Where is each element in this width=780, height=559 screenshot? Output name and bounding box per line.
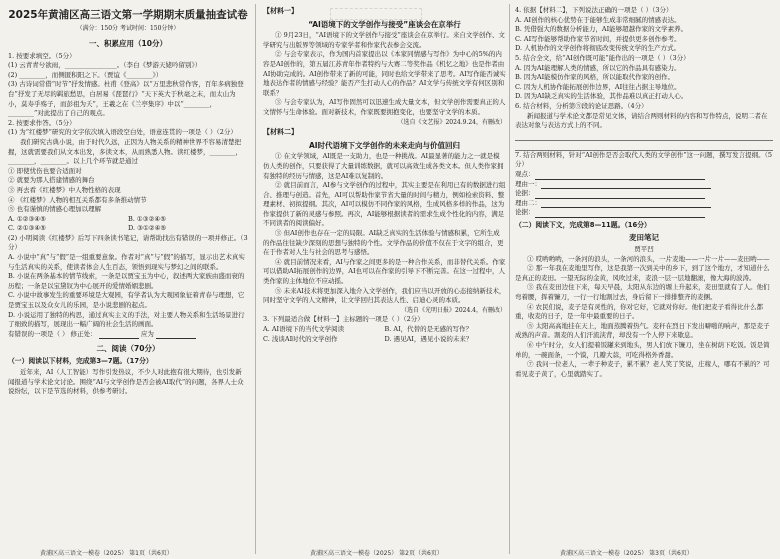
q5-option-d[interactable]: D. 因为AI缺乏真实的生活体验，其作品难以真正打动人心。	[515, 92, 688, 101]
reading-note-a: A. 小说中“真”与“假”是一组重要意象。作者对“真”与“假”的描写，显示出艺术真实与生活真实的关系，使读者体会人生百态，领悟到现实与梦幻之间的联系。	[8, 253, 245, 271]
q5-option-b[interactable]: B. 因为AI能模仿作家的风格，所以能取代作家的创作。	[515, 73, 675, 82]
q2-option: ④ 《红楼梦》人物的相互关系都有多条推动情节	[8, 195, 147, 204]
page-1-footer: 黄浦区高三语文一模卷（2025） 第1页（共6页）	[40, 550, 173, 557]
question-6: 6. 结合材料，分析第⑤段的论证思路。（4分）	[515, 101, 648, 110]
q2-option: ① 即使忧伤也要合适面对	[8, 166, 82, 175]
story-author: 贾平凹	[634, 245, 654, 254]
material-2-para: ③ 但AI创作也存在一定的局限。AI缺乏真实的生活体验与情感积累，它所生成的作品往往缺少深刻的思想与独特的个性。文学作品的价值不仅在于文字的组合，更在于作者对人生与社会的思考与感悟。	[263, 229, 504, 257]
column-divider	[509, 4, 510, 554]
story-para: ① 哎哟哟哟，一条河的浪头，一条河的浪头，一片麦地——一片一片——麦田哟——	[527, 254, 770, 263]
q3-options	[263, 325, 506, 344]
story-para: ⑤ 太阳高高地挂在天上，地面蒸腾着热气。麦秆在烈日下发出噼啪的响声，那是麦子成熟的声音。割麦的人们汗流浃背，却没有一个人停下来歇息。	[515, 321, 770, 340]
q7-field-label: 理由二：	[515, 198, 541, 207]
question-1: 1. 按要求填空。（5分）	[8, 51, 76, 60]
story-para: ⑥ 中午时分，女人们提着饭罐来到地头，男人们放下镰刀，坐在树荫下吃饭。饭是简单的，一碗面条，一个馍，几瓣大蒜，可吃得格外香甜。	[515, 341, 770, 359]
q5-option-a[interactable]: A. 因为AI能理解人类的情感，所以它的作品具有感染力。	[515, 63, 681, 72]
q3-option-c[interactable]: C. 浅谈AI时代的文学创作	[263, 334, 338, 343]
q4-option-d[interactable]: D. 人机协作的文学创作将彻底改变传统文学的生产方式。	[515, 44, 681, 53]
material-2-para: ⑤ 未来AI技术将更加深入地介入文学创作，我们应当以开放的心态接纳新技术，同时坚守文学的人文精神，让文学回归其表达人性、启迪心灵的本质。	[263, 286, 506, 305]
material-1-para: ③ 与会专家认为，AI写作固然可以迅速生成大量文本，但文学创作需要真正的人文情怀与生命体验。面对新技术，作家既要拥抱变化，也要坚守文学的本质。	[263, 98, 506, 116]
fix-line	[8, 330, 248, 340]
material-2-para: ④ 就目前情况来看，AI与作家之间更多的是一种合作关系，而非替代关系。作家可以借助AI拓展创作的边界，AI也可以在作家的引导下不断完善。在这一过程中，人类作家的主体地位不应动摇。	[263, 257, 506, 286]
story-para: ④ 农民们说，麦子是有灵性的，你对它好，它就对你好。他们把麦子看得比什么都重，收麦的日子，是一年中最重要的日子。	[515, 302, 764, 321]
q4-option-b[interactable]: B. 凭借强大的数据分析能力，AI能够超越作家的文学素养。	[515, 25, 688, 34]
question-2-1: (1) 为“红楼梦”研究的文字依次填入语段空白处，语意连贯的一项是（ ）（2分）	[8, 128, 237, 137]
question-2: 2. 按要求作答。（5分）	[8, 118, 76, 127]
reading-note-c: C. 小说中故事发生的重要环境是大观园，有学者认为大观园象征着青春与理想，它是贾宝玉以及众女儿的乐园，是小说悲剧的起点。	[8, 291, 245, 310]
question-1-1: (1) 云青青兮欲雨，________________。（李白《梦游天姥吟留别》）	[8, 61, 202, 70]
fix-label: 有错误的一项是（ ）	[8, 329, 69, 338]
question-6-text: 新闻报道与学术论文都是常见文体，请结合两则材料的内容和写作特点，说明二者在表达对象与表达方式上的不同。	[515, 111, 768, 130]
subsection-2: （二）阅读下文，完成第8—11题。（16分）	[515, 220, 651, 229]
section-reading: 二、阅读（70分）	[96, 344, 160, 354]
page-1-column	[8, 6, 248, 554]
q2-option: ③ 再去看《红楼梦》中人物性格的表现	[8, 185, 121, 194]
q3-option-b[interactable]: B. AI，代替的是无感的写作？	[384, 325, 473, 333]
question-5: 5. 结合全文，给“AI创作既可能”能作出的一项是（ ）（3分）	[515, 53, 690, 62]
reading-note-d: D. 小说运用了独特的构思，通过真实主义的手法，对主要人物关系和生活场景进行了细致的描写，展现出一幅广阔的社会生活的画面。	[8, 310, 245, 329]
material-1-para: ① 9月23日，“AI语境下的文学创作与接受”座谈会在京举行。来自文学创作、文学研究与出版界等领域的专家学者和作家代表参会交流。	[263, 31, 505, 49]
choice-a[interactable]: A. ①②③④⑤	[8, 214, 46, 223]
fix-word: 修正处：	[70, 329, 97, 338]
question-1-3: (3) 古诗词常借“时节”抒发情感。杜甫《登高》以“万里悲秋常作客，百年多病独登台”抒发了无尽的羁旅愁思，白居易《琵琶行》“天下英大于秋毫之末，而太山为小，莫寿乎殇子，而彭祖为夭”，王羲之在《兰亭集序》中以“________，________”对此提出了自己的观点。	[8, 80, 244, 118]
q7-field-blank[interactable]	[535, 172, 705, 180]
choice-c[interactable]: C. ②①③④⑤	[8, 224, 47, 233]
q7-field-blank[interactable]	[535, 191, 705, 199]
q4-option-c[interactable]: C. AI写作能够帮助作家节省时间，并提供更多创作参考。	[515, 34, 681, 43]
q5-option-c[interactable]: C. 因为人机协作能拓展创作边界，AI往往占据主导地位。	[515, 82, 681, 91]
q4-option-a[interactable]: A. AI创作的核心优势在于能够生成非常细腻的情感表达。	[515, 15, 681, 24]
material-intro: 近年来，AI（人工智能）写作引发热议，不少人对此抱有很大期待，也引发新闻报道与学术论文讨论。围绕“AI与文学创作是否会被AI取代”的问题，各界人士众说纷纭，以下是节选的材料，供参考研讨。	[8, 368, 244, 396]
q7-field-label: 观点：	[515, 169, 535, 178]
subsection-1: （一）阅读以下材料，完成第3—7题。（17分）	[8, 357, 153, 366]
answer-line[interactable]	[515, 141, 773, 151]
reading-note-b: B. 小说在两条基本的情节线索，一条是以贾宝玉为中心，叙述两大家族由盛而衰的历程；一条是以宝黛钗为中心展开的爱情婚姻悲剧。	[8, 272, 245, 290]
q7-field	[515, 170, 773, 180]
should-be: 应为	[140, 329, 154, 338]
q2-option: ⑤ 也有谨慎的情感心理加以理解	[8, 205, 102, 214]
page-3-column	[515, 6, 773, 554]
question-2-passage: 我们研究古典小说，由于时代久远，正因为人物关系的精神世界不容易清楚把握，这就需要我们从文本出发，多读文本，从而熟悉人物。读红楼梦，________，________，________。以上几个环节就是通过	[8, 137, 242, 166]
material-1-source: （选自《文艺报》2024.9.24，有删改）	[397, 118, 506, 126]
exam-note: （满分：150分 考试时间：150分钟）	[76, 25, 180, 32]
exam-title: 2025年黄浦区高三语文第一学期期末质量抽查试卷	[8, 9, 248, 21]
q7-field-blank[interactable]	[535, 210, 705, 218]
question-7: 7. 结合两则材料，针对“AI创作是否会取代人类的文学创作”这一问题，撰写发言提纲。（5分）	[515, 150, 773, 169]
material-2-title: AI时代语境下文学创作的未来走向与价值回归	[308, 140, 461, 150]
story-para: ③ 我在麦田边住下来，每天早晨，太阳从东边的塬上升起来，麦田里就有了人。他们弯着腰，挥着镰刀，一行一行地割过去，身后留下一排排整齐的麦捆。	[515, 283, 770, 302]
page-3-footer: 黄浦区高三语文一模卷（2025） 第3页（共6页）	[560, 550, 693, 557]
story-para: ⑦ 我问一位老人，一辈子种麦子，累不累？老人笑了笑说，庄稼人，哪有不累的？可看见麦子黄了，心里就踏实了。	[515, 360, 770, 378]
material-2-label: 【材料二】	[263, 128, 298, 137]
material-2-para: ① 在文学领域，AI既是一支助力，也是一种挑战。AI最显著的能力之一就是模仿人类的创作，只要获得了大量训练数据，就可以高效生成各类文本。但人类作家拥有独特的经历与情感，这是AI难以复制的。	[263, 152, 504, 180]
page-2-column	[263, 6, 506, 554]
q7-field-label: 论据：	[515, 189, 535, 198]
question-1-2: (2) ________，而侧匿积阳之下。（贾谊《________》）	[8, 70, 163, 79]
q7-field	[515, 208, 773, 218]
q7-field-label: 理由一：	[515, 179, 541, 188]
story-title: 麦田笔记	[629, 233, 659, 243]
choice-d[interactable]: D. ③①②④⑤	[128, 224, 167, 233]
answer-line[interactable]	[515, 131, 773, 141]
choice-b[interactable]: B. ①③②④⑤	[128, 214, 167, 223]
material-2-para: ② 就目前而言，AI参与文学创作的过程中，其实主要是在利用已有的数据进行组合、推理与创造。首先，AI可以帮助作家节省大量的时间与精力，例如检索资料、整理素材、初拟提纲。其次，AI可以模仿不同作家的风格，生成风格多样的作品，这为作家提供了新的灵感与参照。再次，AI能够根据读者的需求生成个性化的内容，满足不同读者的阅读偏好。	[263, 181, 506, 228]
fix-blank[interactable]	[99, 331, 139, 339]
material-1-title: “AI语境下的文学创作与接受”座谈会在京举行	[308, 19, 461, 29]
q3-option-a[interactable]: A. AI语境下的当代文学阅读	[263, 325, 345, 333]
column-divider	[255, 4, 256, 554]
material-1-label: 【材料一】	[263, 7, 298, 15]
q7-field-blank[interactable]	[541, 200, 711, 208]
q3-option-d[interactable]: D. 遇见AI，遇见小说的未来？	[384, 334, 473, 343]
page-2-footer: 黄浦区高三语文一模卷（2025） 第2页（共6页）	[310, 550, 443, 557]
q7-field-blank[interactable]	[541, 181, 711, 189]
material-2-source: （选自《光明日报》2024.4，有删改）	[401, 306, 506, 314]
should-blank[interactable]	[156, 331, 196, 339]
material-1-para: ② 与会专家表示，作为国内首家提出以《本家同情感与写作》为中心的5%的内容是AI创作的，第五届江苏青年作者特约与大赛二等奖作品《机忆之地》也是作者由AI协助完成的。AI创作带来了新的可能，同时也给文学带来了思考。AI写作能否诚实地表达作者的情感与经验？能否产生打动人心的作品？AI文学与传统文学有何区别和联系？	[263, 50, 506, 97]
section-accumulation: 一、积累应用（10分）	[89, 38, 167, 48]
q7-field	[515, 180, 773, 190]
story-para: ② 那一年我在麦地里写作，这是我第一次到关中的乡下，到了这个地方，才知道什么是真正的麦田。一望无际的金黄，风吹过来，麦浪一层一层地翻滚，像大海的波涛。	[515, 264, 770, 282]
q7-field	[515, 189, 773, 199]
q7-field	[515, 199, 773, 209]
q2-choices	[8, 215, 248, 234]
question-3: 3. 下列最适合做【材料一】主标题的一项是（ ）（2分）	[263, 315, 424, 324]
question-2-2: (2) 小明阅读《红楼梦》后写下四条读书笔记，请帮助找出有错误的一项并修正。（3分）	[8, 233, 248, 252]
q7-field-label: 论据：	[515, 208, 535, 217]
question-4: 4. 依据【材料二】，下列说法正确的一项是（ ）（3分）	[515, 6, 673, 14]
q2-option: ② 就要为那人搭建情感的舞台	[8, 176, 95, 185]
